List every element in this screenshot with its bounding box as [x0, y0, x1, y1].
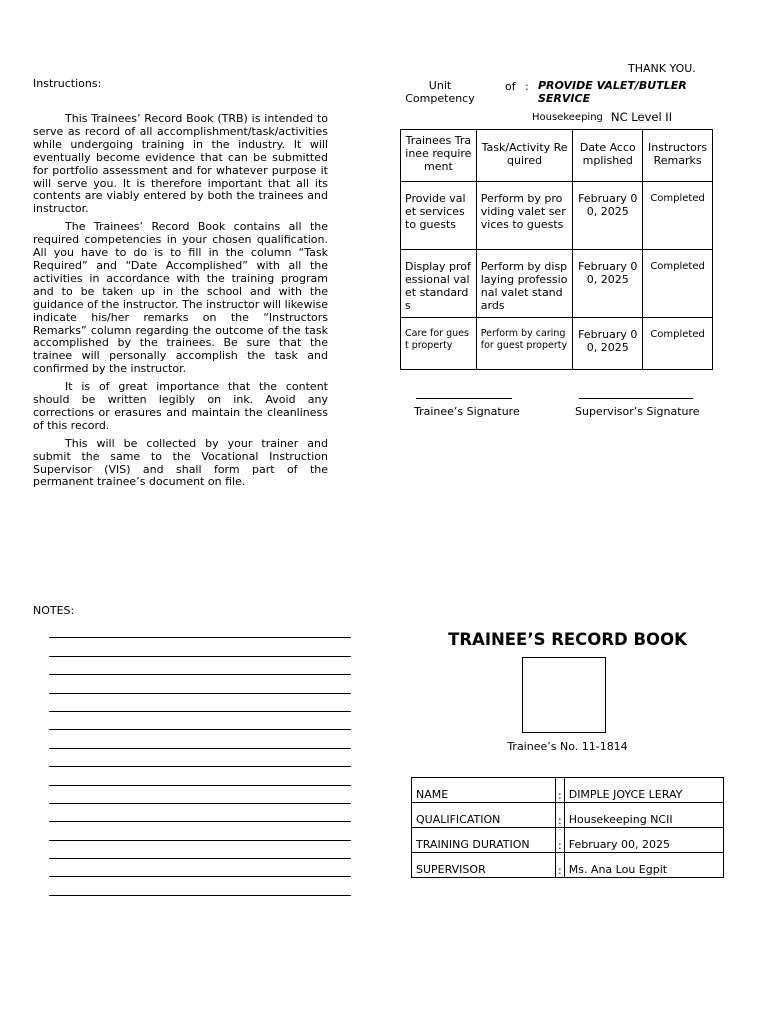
note-line: [49, 822, 351, 840]
note-line: [49, 694, 351, 712]
trainee-signature-label: Trainee’s Signature: [414, 405, 520, 418]
notes-lines: [49, 620, 351, 896]
date-cell: February 00, 2025: [573, 318, 643, 370]
table-row: [401, 182, 713, 250]
note-line: [49, 877, 351, 895]
task-table-header: [401, 130, 713, 182]
note-line: [49, 859, 351, 877]
task-table: [400, 129, 713, 370]
note-line: [49, 786, 351, 804]
table-row: [401, 250, 713, 318]
requirement-cell: Provide valet services to guests: [401, 182, 477, 250]
requirement-cell: Care for guest property: [401, 318, 477, 370]
record-book-title: TRAINEE’S RECORD BOOK: [448, 630, 687, 649]
remarks-cell: Completed: [643, 318, 713, 370]
info-row: [412, 778, 724, 803]
trainee-info-table: [411, 777, 724, 878]
thank-you-text: THANK YOU.: [628, 62, 696, 75]
info-row: [412, 853, 724, 878]
task-cell: Perform by providing valet services to guests: [476, 182, 573, 250]
info-separator: :: [556, 828, 565, 853]
instructions-paragraph: This will be collected by your trainer and submit the same to the Vocational Instruction Supervisor (VIS) and shall form part of the permanent trainee’s document on file.: [33, 436, 328, 489]
info-key: SUPERVISOR: [412, 853, 556, 878]
info-row: [412, 803, 724, 828]
unit-colon: :: [525, 80, 529, 93]
instructions-paragraph: It is of great importance that the content should be written legibly on ink. Avoid any corrections or erasures and maintain the cleanliness of this record.: [33, 380, 328, 432]
unit-competency-label: Unit Competency: [405, 79, 475, 105]
info-value: February 00, 2025: [564, 828, 723, 853]
note-line: [49, 804, 351, 822]
note-line: [49, 712, 351, 730]
trainee-number: Trainee’s No. 11-1814: [507, 740, 628, 753]
note-line: [49, 675, 351, 693]
note-line: [49, 638, 351, 656]
info-separator: :: [556, 853, 565, 878]
info-row: [412, 828, 724, 853]
info-separator: :: [556, 803, 565, 828]
header-requirement: Trainees Trainee requirement: [401, 130, 477, 182]
unit-of-label: of: [505, 80, 516, 93]
table-row: [401, 318, 713, 370]
supervisor-signature-label: Supervisor’s Signature: [575, 405, 700, 418]
task-cell: Perform by caring for guest property: [476, 318, 573, 370]
date-cell: February 00, 2025: [573, 182, 643, 250]
note-line: [49, 749, 351, 767]
note-line: [49, 657, 351, 675]
header-task: Task/Activity Required: [476, 130, 573, 182]
instructions-label: Instructions:: [33, 77, 102, 90]
notes-label: NOTES:: [33, 604, 75, 617]
info-value: DIMPLE JOYCE LERAY: [564, 778, 723, 803]
header-date: Date Accomplished: [573, 130, 643, 182]
info-key: NAME: [412, 778, 556, 803]
unit-competency-value: PROVIDE VALET/BUTLER SERVICE: [538, 79, 687, 105]
info-key: QUALIFICATION: [412, 803, 556, 828]
date-cell: February 00, 2025: [573, 250, 643, 318]
note-line: [49, 767, 351, 785]
task-cell: Perform by displaying professional valet standards: [476, 250, 573, 318]
info-separator: :: [556, 778, 565, 803]
info-key: TRAINING DURATION: [412, 828, 556, 853]
remarks-cell: Completed: [643, 250, 713, 318]
instructions-body: [33, 113, 328, 494]
qualification-level: NC Level II: [611, 110, 673, 124]
info-value: Ms. Ana Lou Egpit: [564, 853, 723, 878]
requirement-cell: Display professional valet standards: [401, 250, 477, 318]
info-value: Housekeeping NCII: [564, 803, 723, 828]
trainee-signature-line: [416, 398, 512, 399]
instructions-paragraph: This Trainees’ Record Book (TRB) is intended to serve as record of all accomplishment/task/activities while undergoing training in the industry. It will eventually become evidence that can be submitted for portfolio assessment and for whatever purpose it will serve you. It is therefore important that all its contents are viably entered by both the trainees and instructor.: [33, 112, 328, 216]
header-remarks: Instructors Remarks: [643, 130, 713, 182]
note-line: [49, 841, 351, 859]
note-line: [49, 730, 351, 748]
supervisor-signature-line: [579, 398, 693, 399]
note-line: [49, 620, 351, 638]
remarks-cell: Completed: [643, 182, 713, 250]
instructions-paragraph: The Trainees’ Record Book contains all the required competencies in your chosen qualification. All you have to do is to fill in the column “Task Required” and “Date Accomplished” with all the activities in accordance with the training program and to be taken up in the school and with the guidance of the instructor. The instructor will likewise indicate his/her remarks on the “Instructors Remarks” column regarding the outcome of the task accomplished by the trainees. Be sure that the trainee will personally accomplish the task and confirmed by the instructor.: [33, 220, 328, 376]
photo-placeholder: [522, 657, 606, 733]
qualification-name: Housekeeping: [532, 112, 603, 123]
